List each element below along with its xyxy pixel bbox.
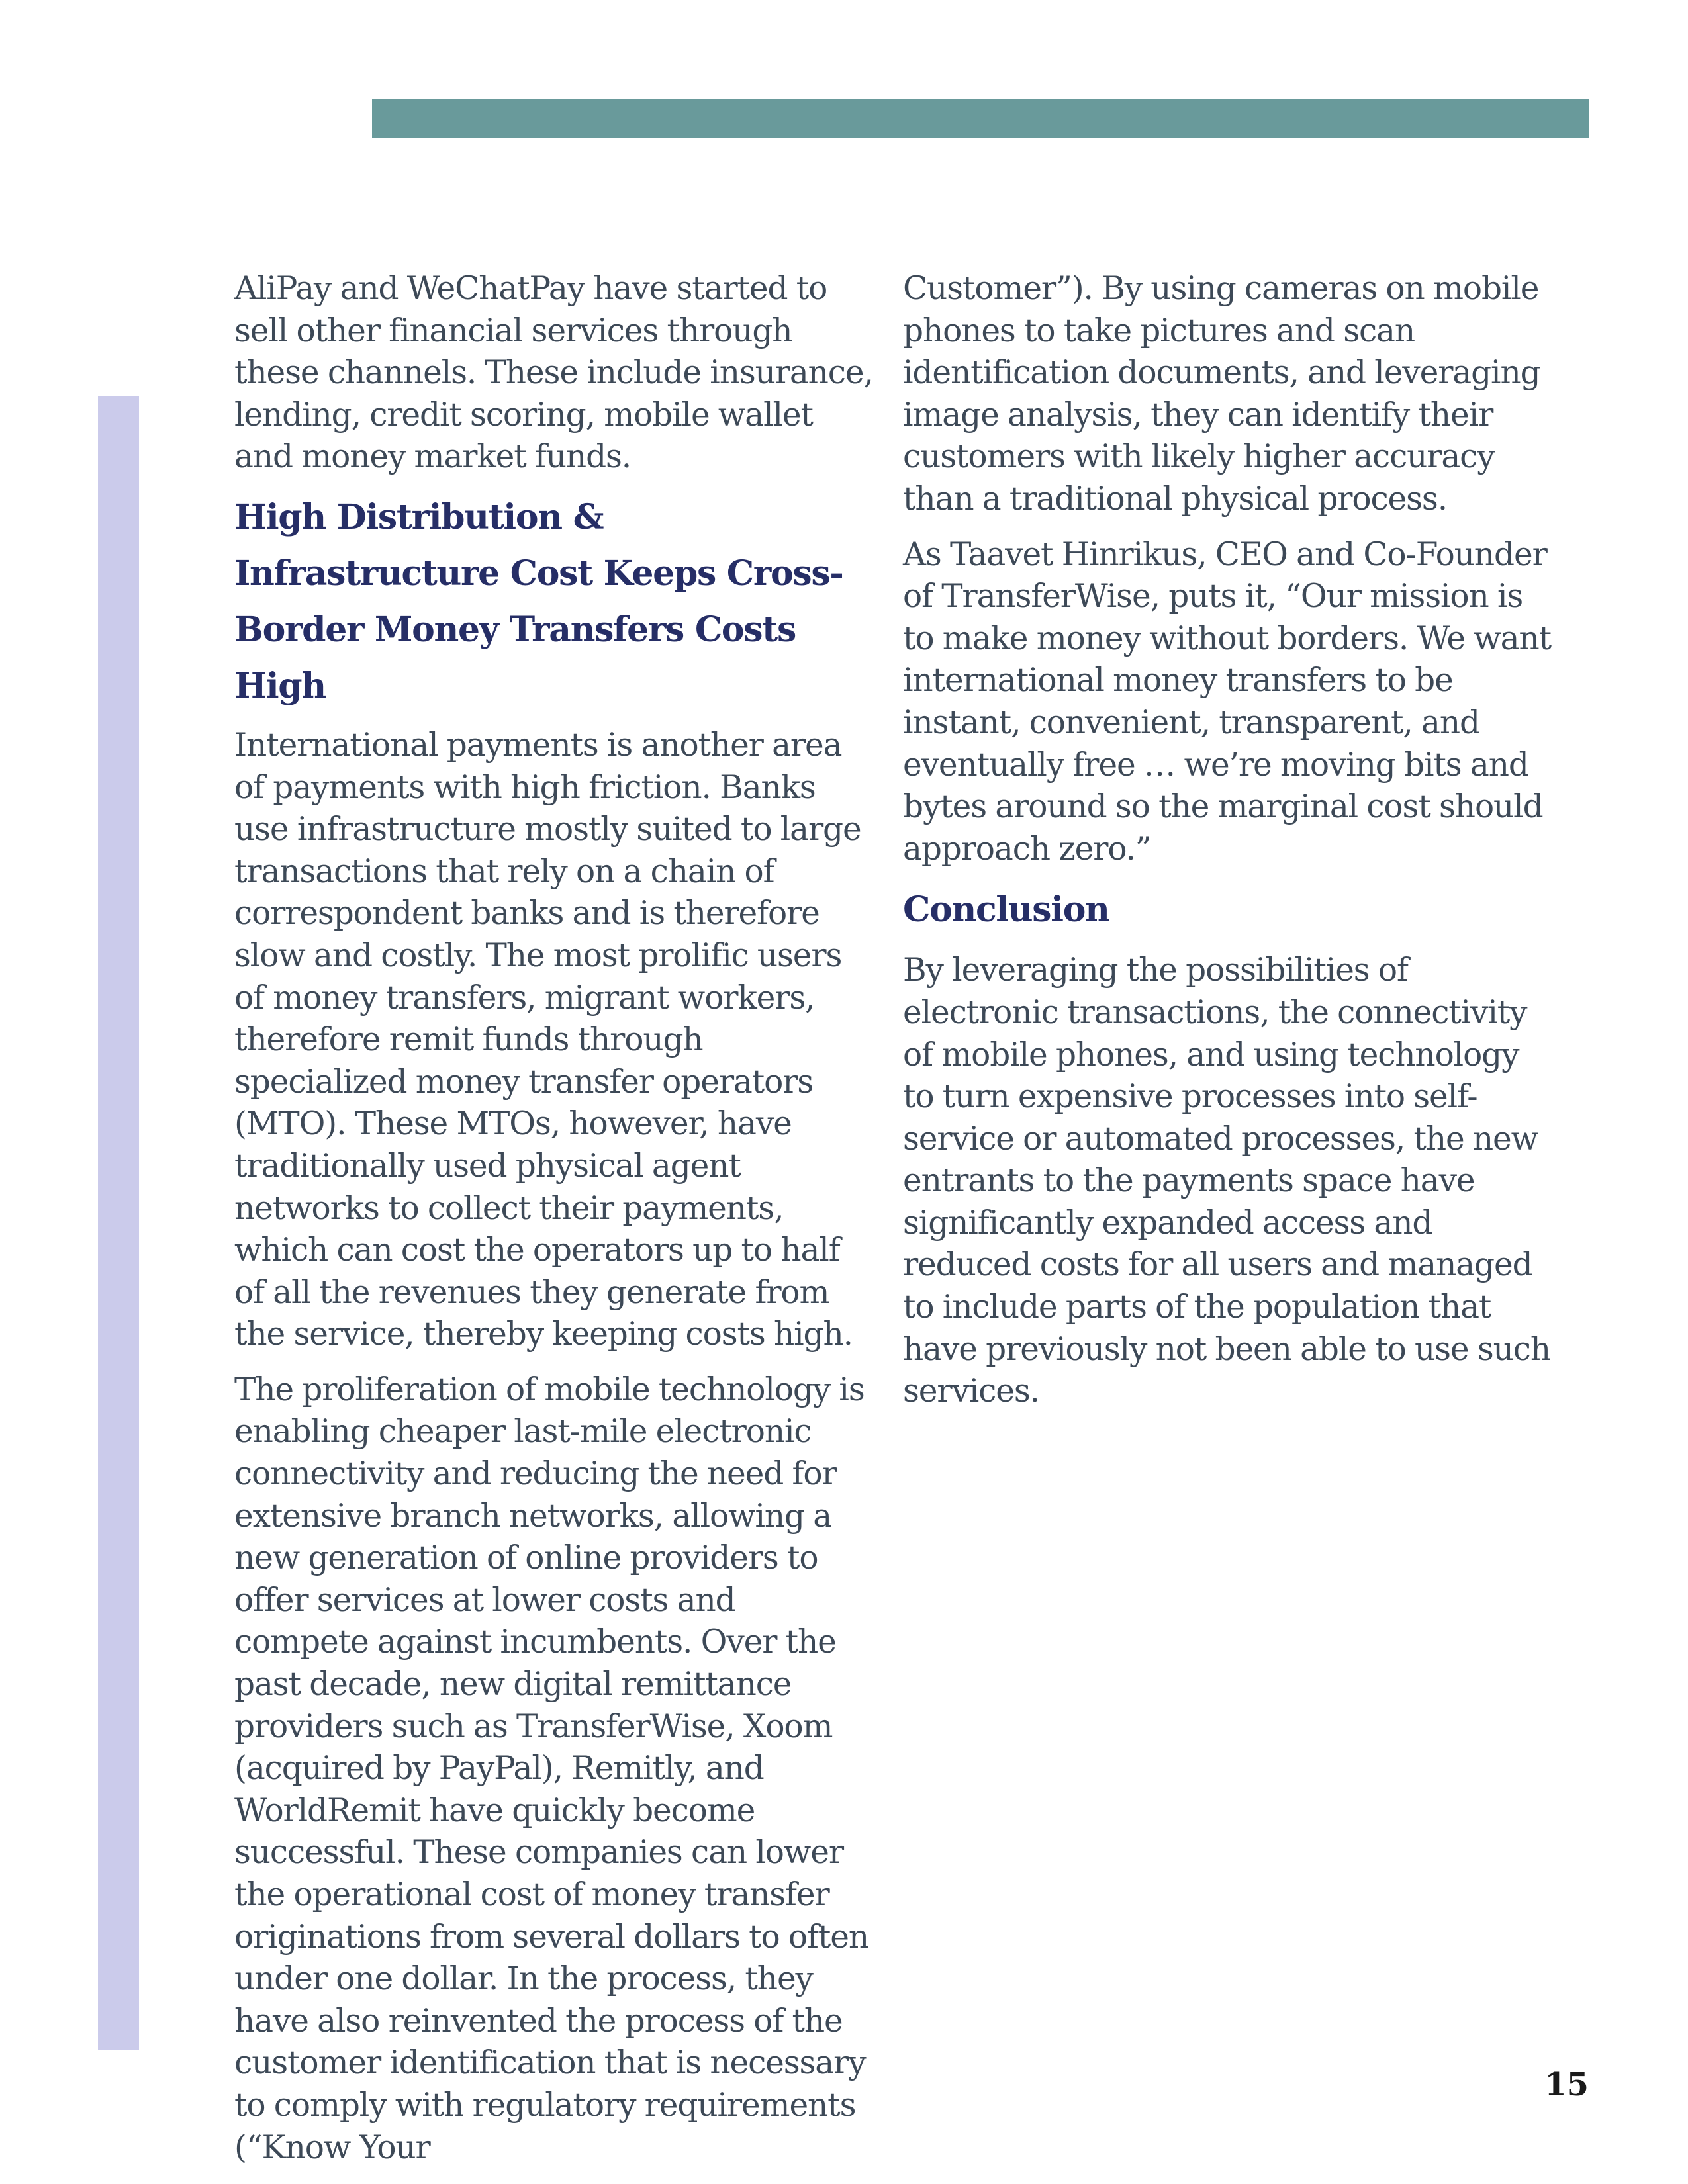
left-paragraph-3: The proliferation of mobile technology is enabling cheaper last-mile electronic connectivity and reducing the need for extensive branch networks, allowing a new generation of online providers to offer services at lower costs and compete against incumbents. Over the past decade, new digital remittance providers such as TransferWise, Xoom (acquired by PayPal), Remitly, and WorldRemit have quickly become successful. These companies can lower the operational cost of money transfer originations from several dollars to often under one dollar. In the process, they have also reinvented the process of the customer identification that is necessary to comply with regulatory requirements (“Know Your [234,1371,868,2166]
section-heading-distribution-cost: High Distribution & Infrastructure Cost Keeps Cross-Border Money Transfers Costs High [234,496,843,706]
right-paragraph-2: As Taavet Hinrikus, CEO and Co-Founder of TransferWise, puts it, “Our mission is to make money without borders. We want international money transfers to be instant, convenient, transparent, and eventually free … we’re moving bits and bytes around so the marginal cost should approach zero.” [903,535,1552,868]
section-heading-conclusion: Conclusion [903,889,1109,931]
left-paragraph-2: International payments is another area of payments with high friction. Banks use infrastructure mostly suited to large transactions that rely on a chain of correspondent banks and is therefore slow and costly. The most prolific users of money transfers, migrant workers, therefore remit funds through specialized money transfer operators (MTO). These MTOs, however, have traditionally used physical agent networks to collect their payments, which can cost the operators up to half of all the revenues they generate from the service, thereby keeping costs high. [234,726,861,1353]
header-accent-bar [372,99,1589,138]
page-number: 15 [1544,2066,1589,2103]
left-column [234,268,876,2182]
right-paragraph-1: Customer”). By using cameras on mobile phones to take pictures and scan identification documents, and leveraging image analysis, they can identify their customers with likely higher accuracy than a traditional physical process. [903,270,1540,518]
sidebar-accent-bar [98,396,139,2050]
left-paragraph-1: AliPay and WeChatPay have started to sell other financial services through these channels. These include insurance, lending, credit scoring, mobile wallet and money market funds. [234,270,873,476]
right-column [903,268,1558,1426]
right-paragraph-3: By leveraging the possibilities of electronic transactions, the connectivity of mobile phones, and using technology to turn expensive processes into self-service or automated processes, the new entrants to the payments space have significantly expanded access and reduced costs for all users and managed to include parts of the population that have previously not been able to use such services. [903,952,1550,1410]
